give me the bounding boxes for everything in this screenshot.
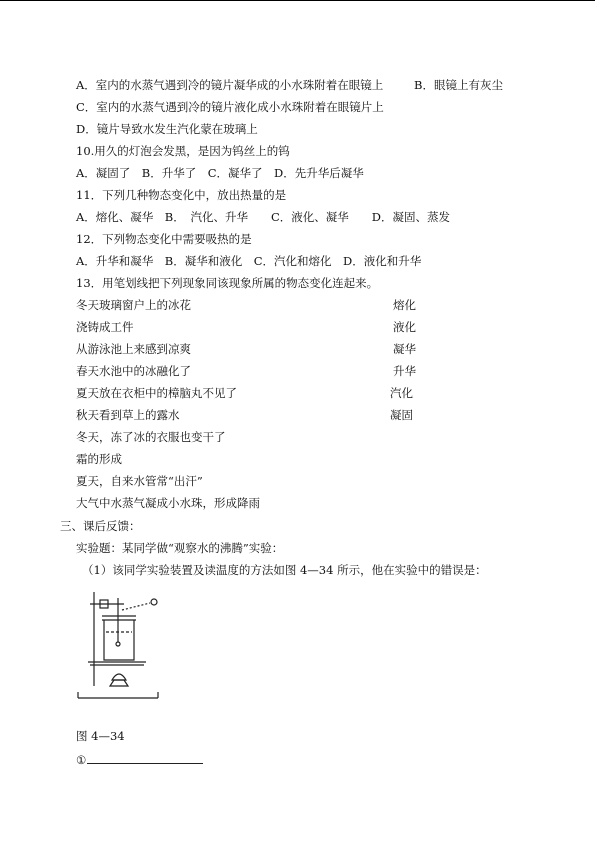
- phenomenon-item: 冬天，冻了冰的衣服也变干了: [76, 430, 226, 444]
- q9-option-b: B．眼镜上有灰尘: [414, 78, 503, 92]
- change-item: 液化: [393, 320, 416, 334]
- q12-options: A．升华和凝华 B．凝华和液化 C．汽化和熔化 D．液化和升华: [76, 254, 422, 268]
- phenomenon-item: 秋天看到草上的露水: [76, 408, 180, 422]
- q9-option-c: C．室内的水蒸气遇到冷的镜片液化成小水珠附着在眼镜片上: [76, 100, 384, 114]
- q11-options: A．熔化、凝华 B． 汽化、升华 C．液化、凝华 D．凝固、蒸发: [76, 210, 451, 224]
- answer-1-label: ①: [76, 753, 87, 767]
- q11-stem: 11．下列几种物态变化中，放出热量的是: [76, 188, 287, 202]
- page-top-rule: [0, 0, 595, 1]
- phenomenon-item: 从游泳池上来感到凉爽: [76, 342, 191, 356]
- q10-options: A．凝固了 B．升华了 C．凝华了 D．先升华后凝华: [76, 166, 364, 180]
- phenomenon-item: 夏天，自来水管常“出汗”: [76, 474, 203, 488]
- phenomenon-item: 大气中水蒸气凝成小水珠，形成降雨: [76, 496, 260, 510]
- q10-stem: 10.用久的灯泡会发黑，是因为钨丝上的钨: [76, 144, 290, 158]
- change-item: 熔化: [393, 298, 416, 312]
- phenomenon-item: 浇铸成工件: [76, 320, 134, 334]
- change-item: 凝固: [390, 408, 413, 422]
- q9-option-d: D．镜片导致水发生汽化蒙在玻璃上: [76, 122, 258, 136]
- q12-stem: 12．下列物态变化中需要吸热的是: [76, 232, 252, 246]
- change-item: 升华: [393, 364, 416, 378]
- phenomenon-item: 霜的形成: [76, 452, 122, 466]
- experiment-title: 实验题：某同学做“观察水的沸腾”实验：: [76, 541, 284, 555]
- figure-caption: 图 4—34: [76, 729, 125, 743]
- phenomenon-item: 夏天放在衣柜中的樟脑丸不见了: [76, 386, 237, 400]
- boiling-water-apparatus-figure: [72, 586, 164, 704]
- answer-1-blank[interactable]: [87, 752, 203, 764]
- change-item: 汽化: [390, 386, 413, 400]
- q13-stem: 13．用笔划线把下列现象同该现象所属的物态变化连起来。: [76, 276, 379, 290]
- phenomenon-item: 冬天玻璃窗户上的冰花: [76, 298, 191, 312]
- section-3-title: 三、课后反馈：: [60, 519, 141, 533]
- change-item: 凝华: [393, 342, 416, 356]
- q9-option-a: A．室内的水蒸气遇到冷的镜片凝华成的小水珠附着在眼镜上: [76, 78, 384, 92]
- experiment-question-1: （1）该同学实验装置及读温度的方法如图 4—34 所示，他在实验中的错误是：: [82, 563, 487, 577]
- answer-1-line[interactable]: [76, 752, 203, 767]
- phenomenon-item: 春天水池中的冰融化了: [76, 364, 191, 378]
